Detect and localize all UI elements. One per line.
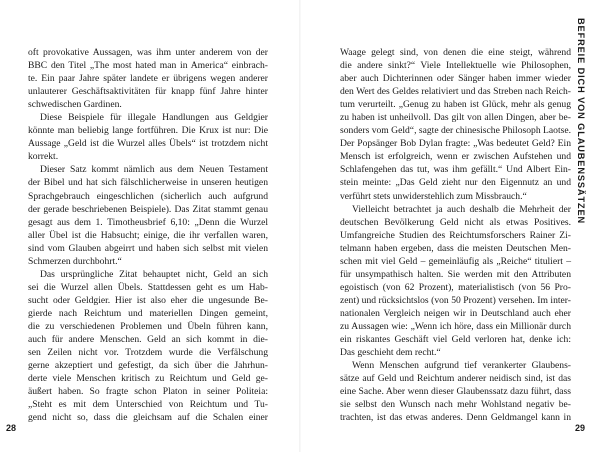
text-line: trachten, ist das etwas anderes. Denn Geldmangel kann in [340,412,571,424]
text-line: schwedischen Gardinen. [28,99,122,111]
text-line: die zu verschiedenen Problemen und Übeln führen kann, [28,320,268,332]
text-line: Sprachgebrauch eingeschlichen (sicherlich auch aufgrund [28,190,268,202]
text-line: korrekt. [28,151,59,163]
text-line: Vielleicht betrachtet ja auch deshalb die Mehrheit der [352,203,571,215]
right-page [300,0,600,452]
text-line: nationalen Vergleich neigen wir in Deutschland auch eher [340,307,571,319]
text-line: Das ursprüngliche Zitat behauptet nicht, Geld an sich [40,268,268,280]
text-line: zu haben ist unheilvoll. Das gilt von allen Dingen, aber be- [340,112,571,124]
text-line: Schlafengehen das tut, was ihm gefällt.“ Und Albert Ein- [340,164,571,176]
text-line: den Wert des Geldes relativiert und das Streben nach Reich- [340,86,571,98]
text-line: deutschen Bevölkerung Geld nicht als etwas Positives. [340,216,571,228]
text-line: Waage gelegt sind, von denen die eine steigt, während [340,47,571,58]
text-line: für unsympathisch halten. Sie werden mit den Attributen [340,268,571,280]
text-line: Schmerzen durchbohrt.“ [28,255,122,267]
text-line: könnte man beliebig lange fortführen. Die Krux ist nur: Die [28,125,268,137]
text-line: telmann haben ergeben, dass die meisten Deutschen Men- [340,242,571,254]
text-line: gend nicht so, dass die gleichsam auf die Schalen einer [28,412,268,424]
text-line: aber auch Dichterinnen oder Sänger haben immer wieder [340,73,571,85]
text-line: sätze auf Geld und Reichtum anderer neidisch sind, ist das [340,373,571,385]
right-page-number: 29 [575,423,586,433]
text-line: ein riskantes Geschäft viel Geld verloren hat, denke ich: [340,334,571,346]
text-line: sind vom Glauben abgeirrt und haben sich selbst mit vielen [28,242,268,254]
text-line: sucht oder Geldgier. Hier ist also eher die ungesunde Be- [28,294,268,306]
text-line: äußert haben. So fragte schon Platon in seiner Politeia: [28,386,268,398]
left-page-number: 28 [6,423,17,433]
text-line: gesagt aus dem 1. Timotheusbrief 6,10: „Denn die Wurzel [28,216,268,228]
text-line: tum verurteilt. „Genug zu haben ist Glück, mehr als genug [340,99,571,111]
text-line: egoistisch (von 62 Prozent), materialistisch (von 56 Pro- [340,281,571,293]
text-line: stein meinte: „Das Geld zieht nur den Eigennutz an und [340,177,571,189]
text-line: gierde nach Reichtum und materiellen Dingen gemeint, [28,307,268,319]
text-line: auch für andere Menschen. Geld an sich kommt in die- [28,334,268,346]
text-line: „Steht es mit dem Unterschied von Reichtum und Tu- [28,399,268,411]
text-line: schen mit viel Geld – gemeinläufig als „Reiche“ tituliert – [340,255,571,267]
text-line: der Bibel und hat sich fälschlicherweise in unseren heutigen [28,177,268,189]
text-line: derte viele Menschen kritisch zu Reichtum und Geld ge- [28,373,268,385]
text-line: BBC den Titel „The most hated man in America“ einbrach- [28,60,268,72]
text-line: Dieser Satz kommt nämlich aus dem Neuen Testament [40,164,268,176]
text-line: gerne akzeptiert und gefestigt, da sich über die Jahrhun- [28,360,268,372]
running-head: BEFREIE DICH VON GLAUBENSSÄTZEN [576,18,586,225]
text-line: Der Popsänger Bob Dylan fragte: „Was bedeutet Geld? Ein [340,138,571,150]
text-line: unlauterer Geschäftsaktivitäten für knapp fünf Jahre hinter [28,86,268,98]
text-line: verführt stets unwiderstehlich zum Missbrauch.“ [340,190,527,202]
text-line: sie selbst den Wunsch nach mehr Wohlstand negativ be- [340,399,571,411]
text-line: Das geschieht dem recht.“ [340,347,441,359]
text-line: Wenn Menschen aufgrund tief verankerter Glaubens- [352,360,571,372]
text-line: te. Ein paar Jahre später landete er übrigens wegen anderer [28,73,268,85]
left-page-body [28,46,268,424]
text-line: aller Übel ist die Habsucht; einige, die ihr verfallen waren, [28,229,268,241]
text-line: Diese Beispiele für illegale Handlungen aus Geldgier [40,112,268,124]
right-page-body [340,46,571,424]
text-line: sei die Wurzel allen Übels. Stattdessen geht es um Hab- [28,281,268,293]
text-line: Aussage „Geld ist die Wurzel alles Übels“ ist trotzdem nicht [28,138,268,150]
text-line: Umfangreiche Studien des Reichtumsforschers Rainer Zi- [340,229,571,241]
text-line: Mensch ist erfolgreich, wenn er zwischen Aufstehen und [340,151,571,163]
text-line: die andere sinkt?“ Viele Intellektuelle wie Philosophen, [340,60,571,72]
text-line: zu Aussagen wie: „Wenn ich höre, dass ein Millionär durch [340,320,571,332]
text-line: oft provokative Aussagen, was ihm unter anderem von der [28,47,268,58]
text-line: sen Zeilen nicht vor. Trotzdem wurde die Verfälschung [28,347,268,359]
text-line: sonders vom Geld“, sagte der chinesische Philosoph Laotse. [340,125,571,137]
text-line: der gerade beschriebenen Beispiele). Das Zitat stammt genau [28,203,268,215]
text-line: zent) und rücksichtslos (von 50 Prozent) versehen. Im inter- [340,294,571,306]
text-line: eine Sache. Aber wenn dieser Glaubenssatz dazu führt, dass [340,386,571,398]
